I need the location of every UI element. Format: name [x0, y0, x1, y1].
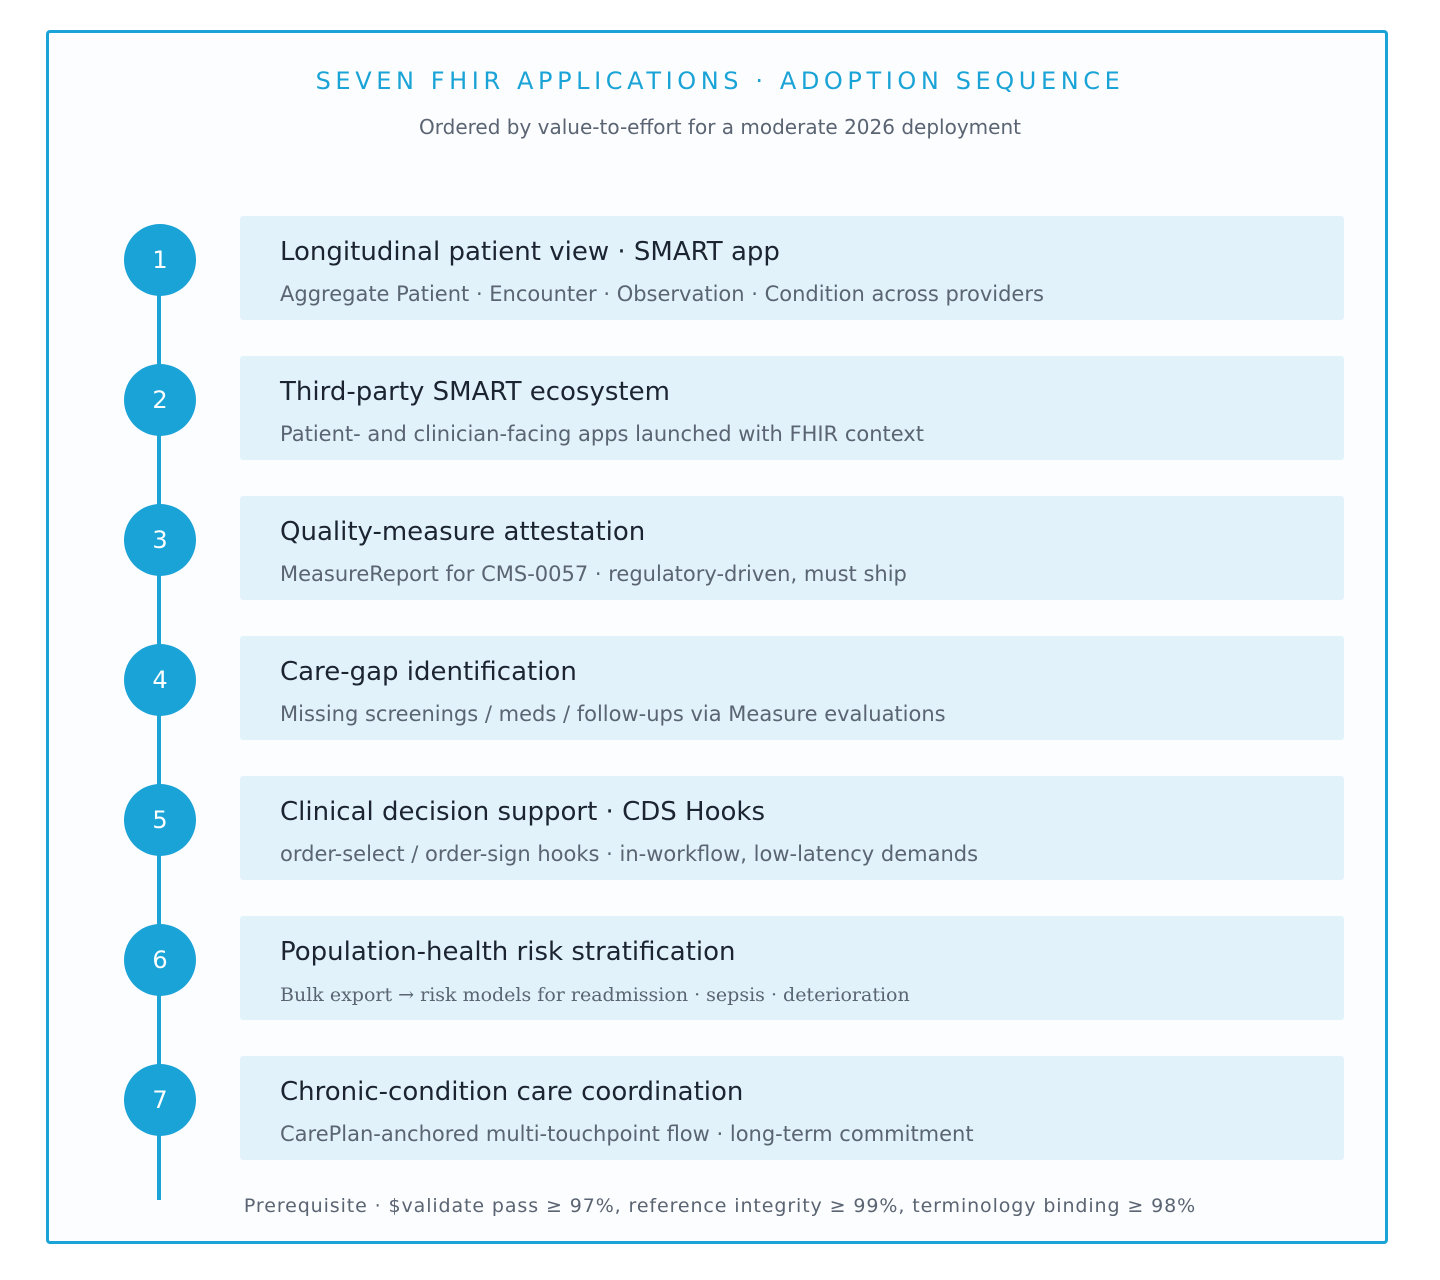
step-detail-1: Aggregate Patient · Encounter · Observation · Condition across providers [280, 282, 1044, 306]
step-detail-4: Missing screenings / meds / follow-ups via Measure evaluations [280, 702, 946, 726]
step-title-1: Longitudinal patient view · SMART app [280, 237, 780, 267]
step-detail-3: MeasureReport for CMS-0057 · regulatory-driven, must ship [280, 562, 907, 586]
step-card-3 [240, 496, 1344, 600]
step-card-2 [240, 356, 1344, 460]
step-detail-7: CarePlan-anchored multi-touchpoint flow · long-term commitment [280, 1122, 974, 1146]
step-number-7: 7 [124, 1064, 196, 1136]
prerequisite-note: Prerequisite · $validate pass ≥ 97%, reference integrity ≥ 99%, terminology binding ≥ 98% [243, 1195, 1197, 1217]
step-card-1 [240, 216, 1344, 320]
step-title-3: Quality-measure attestation [280, 517, 646, 547]
step-number-5: 5 [124, 784, 196, 856]
step-number-6: 6 [124, 924, 196, 996]
step-detail-2: Patient- and clinician-facing apps launched with FHIR context [280, 422, 924, 446]
diagram-title: SEVEN FHIR APPLICATIONS · ADOPTION SEQUENCE [315, 67, 1125, 95]
step-detail-6: Bulk export → risk models for readmission · sepsis · deterioration [280, 984, 910, 1006]
step-number-3: 3 [124, 504, 196, 576]
step-title-4: Care-gap identification [280, 657, 577, 687]
step-card-5 [240, 776, 1344, 880]
step-card-4 [240, 636, 1344, 740]
step-title-7: Chronic-condition care coordination [280, 1077, 744, 1107]
step-number-4: 4 [124, 644, 196, 716]
step-title-6: Population-health risk stratification [280, 937, 736, 967]
step-number-2: 2 [124, 364, 196, 436]
step-detail-5: order-select / order-sign hooks · in-workflow, low-latency demands [280, 842, 979, 866]
step-number-1: 1 [124, 224, 196, 296]
step-card-6 [240, 916, 1344, 1020]
step-title-5: Clinical decision support · CDS Hooks [280, 797, 765, 827]
step-card-7 [240, 1056, 1344, 1160]
step-title-2: Third-party SMART ecosystem [280, 377, 670, 407]
diagram-subtitle: Ordered by value-to-effort for a moderate 2026 deployment [419, 115, 1021, 139]
